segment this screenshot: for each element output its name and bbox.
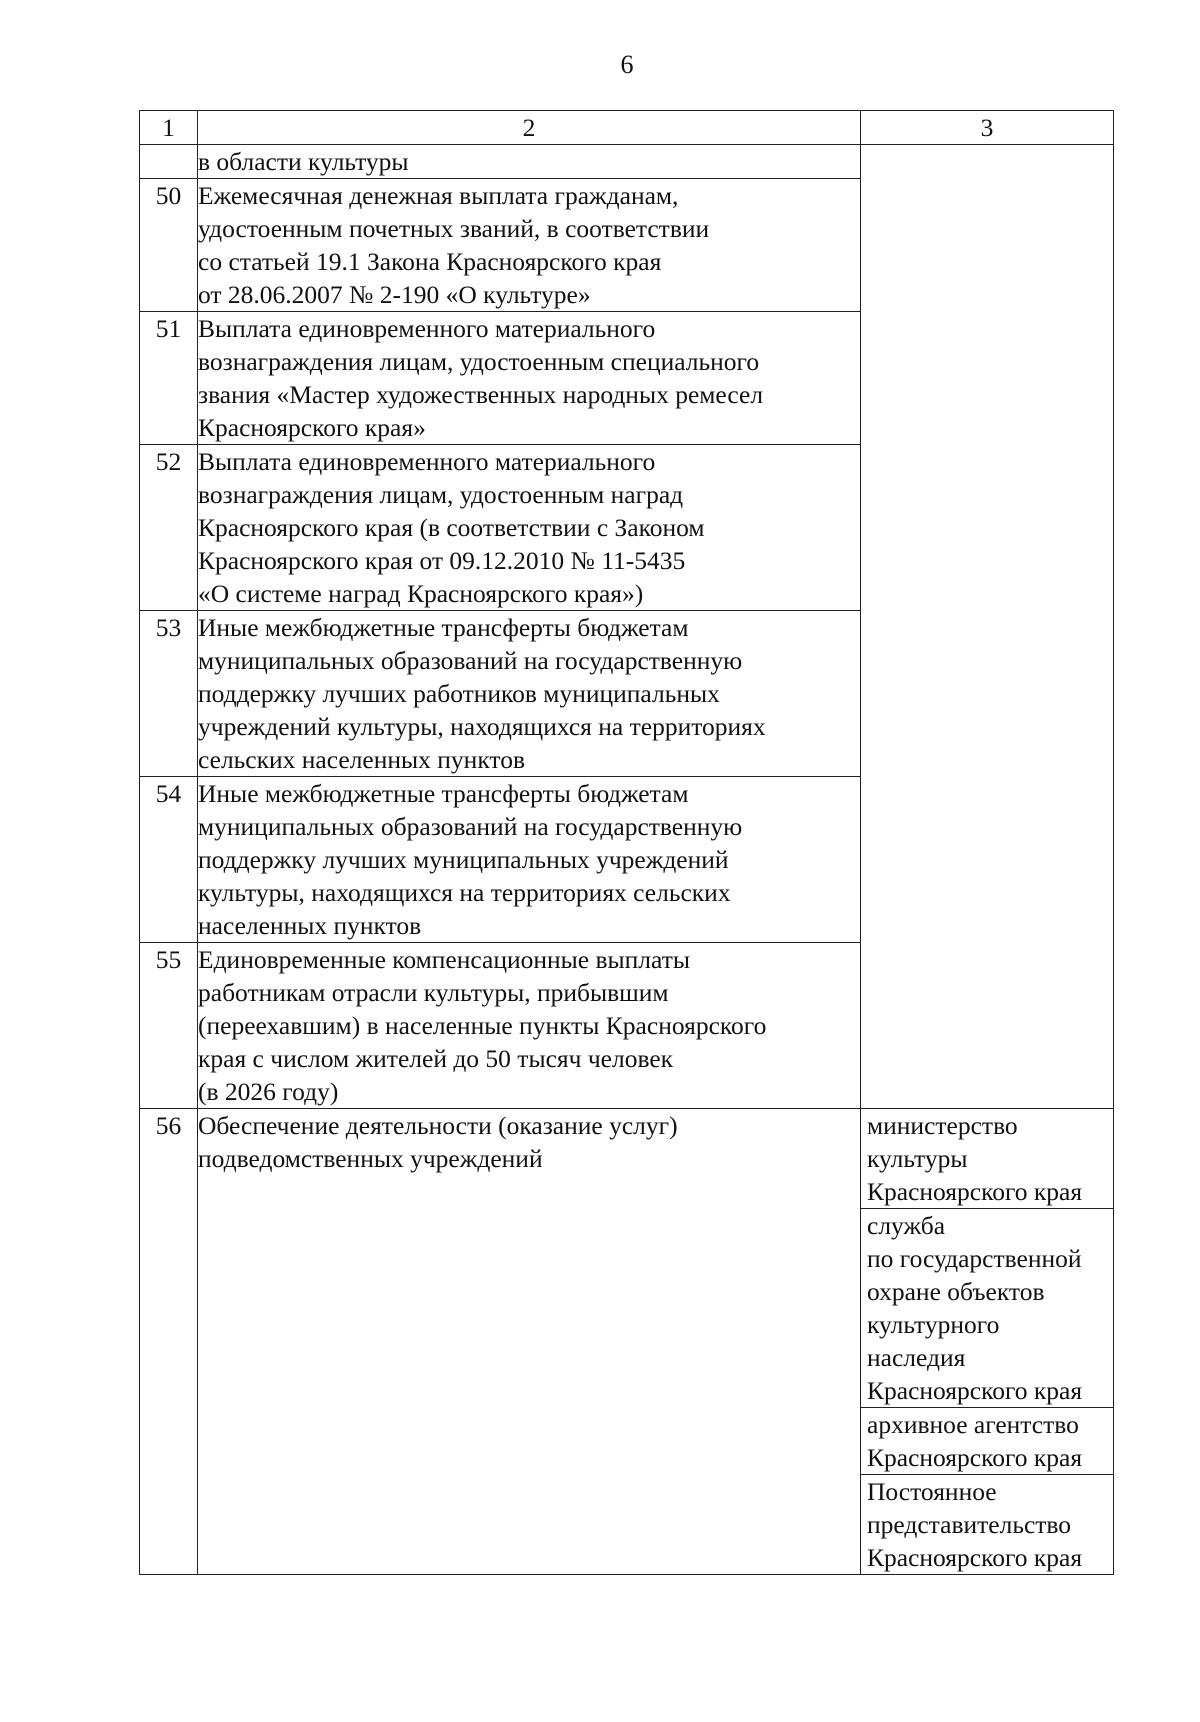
text-line: наследия [867,1343,966,1372]
row-number: 54 [140,777,198,943]
text-line: архивное агентство [867,1410,1079,1439]
agency-archive [861,1408,1113,1475]
text-line: Красноярского края [867,1543,1083,1572]
row-number: 51 [140,312,198,445]
header-col-2: 2 [198,111,861,145]
text-line: (в 2026 году) [198,1077,339,1106]
page-number: 6 [620,50,634,79]
agency-ministry-of-culture [861,1109,1113,1209]
row-text [198,611,861,777]
text-line: звания «Мастер художественных народных ремесел [198,380,764,409]
text-line: со статьей 19.1 Закона Красноярского края [198,247,662,276]
row-text [198,145,861,179]
row-text [198,179,861,312]
text-line: Ежемесячная денежная выплата гражданам, [198,181,679,210]
text-line: поддержку лучших работников муниципальных [198,679,720,708]
row-text [198,445,861,611]
text-line: служба [867,1211,946,1240]
text-line: Красноярского края [867,1443,1083,1472]
text-line: подведомственных учреждений [198,1144,543,1173]
text-line: культуры, находящихся на территориях сельских [198,878,731,907]
text-line: муниципальных образований на государственную [198,646,743,675]
text-line: вознаграждения лицам, удостоенным специального [198,347,760,376]
text-line: по государственной [867,1244,1082,1273]
text-line: удостоенным почетных званий, в соответствии [198,214,710,243]
row-number: 56 [140,1109,198,1575]
text-line: Красноярского края» [198,413,426,442]
header-col-3: 3 [861,111,1114,145]
header-col-1: 1 [140,111,198,145]
row-text [198,943,861,1109]
text-line: от 28.06.2007 № 2-190 «О культуре» [198,280,591,309]
text-line: вознаграждения лицам, удостоенным наград [198,480,684,509]
text-line: Красноярского края (в соответствии с Законом [198,513,705,542]
table-row [140,1109,1114,1575]
row-number: 53 [140,611,198,777]
text-line: охране объектов [867,1277,1045,1306]
row-number: 52 [140,445,198,611]
text-line: Обеспечение деятельности (оказание услуг) [198,1111,678,1140]
row-number-empty [140,145,198,179]
text-line: населенных пунктов [198,911,422,940]
budget-table [139,110,1114,1575]
text-line: сельских населенных пунктов [198,745,525,774]
text-line: края с числом жителей до 50 тысяч человек [198,1044,674,1073]
text-line: Выплата единовременного материального [198,314,656,343]
text-line: работникам отрасли культуры, прибывшим [198,978,669,1007]
row-text [198,777,861,943]
row-number: 50 [140,179,198,312]
text-line: Красноярского края [867,1376,1083,1405]
text-line: культурного [867,1310,1000,1339]
row-number: 55 [140,943,198,1109]
text-line: муниципальных образований на государственную [198,812,743,841]
agency-permanent-representation [861,1475,1113,1574]
text-line: Иные межбюджетные трансферты бюджетам [198,613,689,642]
row-text [198,312,861,445]
text-line: «О системе наград Красноярского края») [198,579,644,608]
text-line: культуры [867,1144,968,1173]
responsible-cell-empty [861,145,1114,1109]
text-line: Выплата единовременного материального [198,447,656,476]
text-line: Иные межбюджетные трансферты бюджетам [198,779,689,808]
text-line: поддержку лучших муниципальных учреждений [198,845,729,874]
table-header-row [140,111,1114,145]
text-line: Единовременные компенсационные выплаты [198,945,690,974]
responsible-agencies-cell [861,1109,1114,1575]
text-line: в области культуры [198,147,409,176]
text-line: министерство [867,1111,1018,1140]
text-line: (переехавшим) в населенные пункты Красноярского [198,1011,767,1040]
table-row-continuation [140,145,1114,179]
text-line: учреждений культуры, находящихся на территориях [198,712,766,741]
agency-heritage-protection-service [861,1209,1113,1408]
text-line: Красноярского края от 09.12.2010 № 11-5435 [198,546,686,575]
text-line: Постоянное [867,1477,997,1506]
row-text [198,1109,861,1575]
text-line: представительство [867,1510,1072,1539]
text-line: Красноярского края [867,1177,1083,1206]
